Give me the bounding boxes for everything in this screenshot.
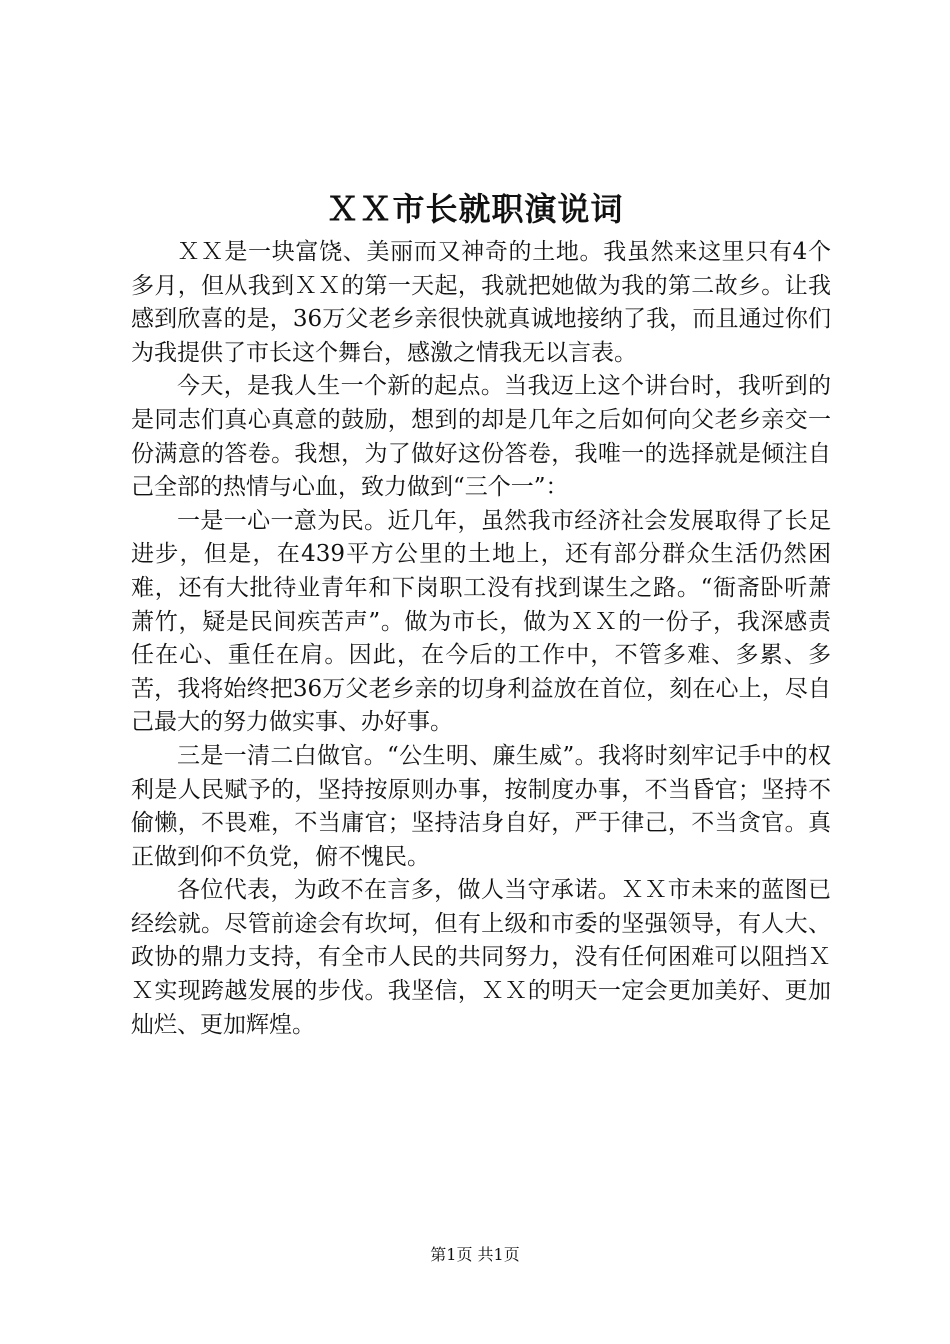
paragraph-serve-people: 一是一心一意为民。近几年，虽然我市经济社会发展取得了长足进步，但是，在439平方公里的土地上，还有部分群众生活仍然困难，还有大批待业青年和下岗职工没有找到谋生之路。“衙斋卧听萧萧竹，疑是民间疾苦声”。做为市长，做为ＸＸ的一份子，我深感责任在心、重任在肩。因此，在今后的工作中，不管多难、多累、多苦，我将始终把36万父老乡亲的切身利益放在首位，刻在心上，尽自己最大的努力做实事、办好事。 bbox=[131, 507, 831, 736]
paragraph-intro: ＸＸ是一块富饶、美丽而又神奇的土地。我虽然来这里只有4个多月，但从我到ＸＸ的第一天起，我就把她做为我的第二故乡。让我感到欣喜的是，36万父老乡亲很快就真诚地接纳了我，而且通过你们为我提供了市长这个舞台，感激之情我无以言表。 bbox=[131, 239, 831, 366]
document-body bbox=[131, 236, 831, 1042]
page-footer: 第1页 共1页 bbox=[430, 1245, 520, 1264]
document-title: ＸＸ市长就职演说词 bbox=[326, 190, 624, 228]
paragraph-clean-official: 三是一清二白做官。“公生明、廉生威”。我将时刻牢记手中的权利是人民赋予的，坚持按原则办事，按制度办事，不当昏官；坚持不偷懒，不畏难，不当庸官；坚持洁身自好，严于律己，不当贪官。真正做到仰不负党，俯不愧民。 bbox=[131, 742, 831, 870]
paragraph-closing: 各位代表，为政不在言多，做人当守承诺。ＸＸ市未来的蓝图已经绘就。尽管前途会有坎坷，但有上级和市委的坚强领导，有人大、政协的鼎力支持，有全市人民的共同努力，没有任何困难可以阻挡ＸＸ实现跨越发展的步伐。我坚信，ＸＸ的明天一定会更加美好、更加灿烂、更加辉煌。 bbox=[131, 877, 831, 1038]
paragraph-new-start: 今天，是我人生一个新的起点。当我迈上这个讲台时，我听到的是同志们真心真意的鼓励，想到的却是几年之后如何向父老乡亲交一份满意的答卷。我想，为了做好这份答卷，我唯一的选择就是倾注自己全部的热情与心血，致力做到“三个一”： bbox=[131, 373, 831, 501]
